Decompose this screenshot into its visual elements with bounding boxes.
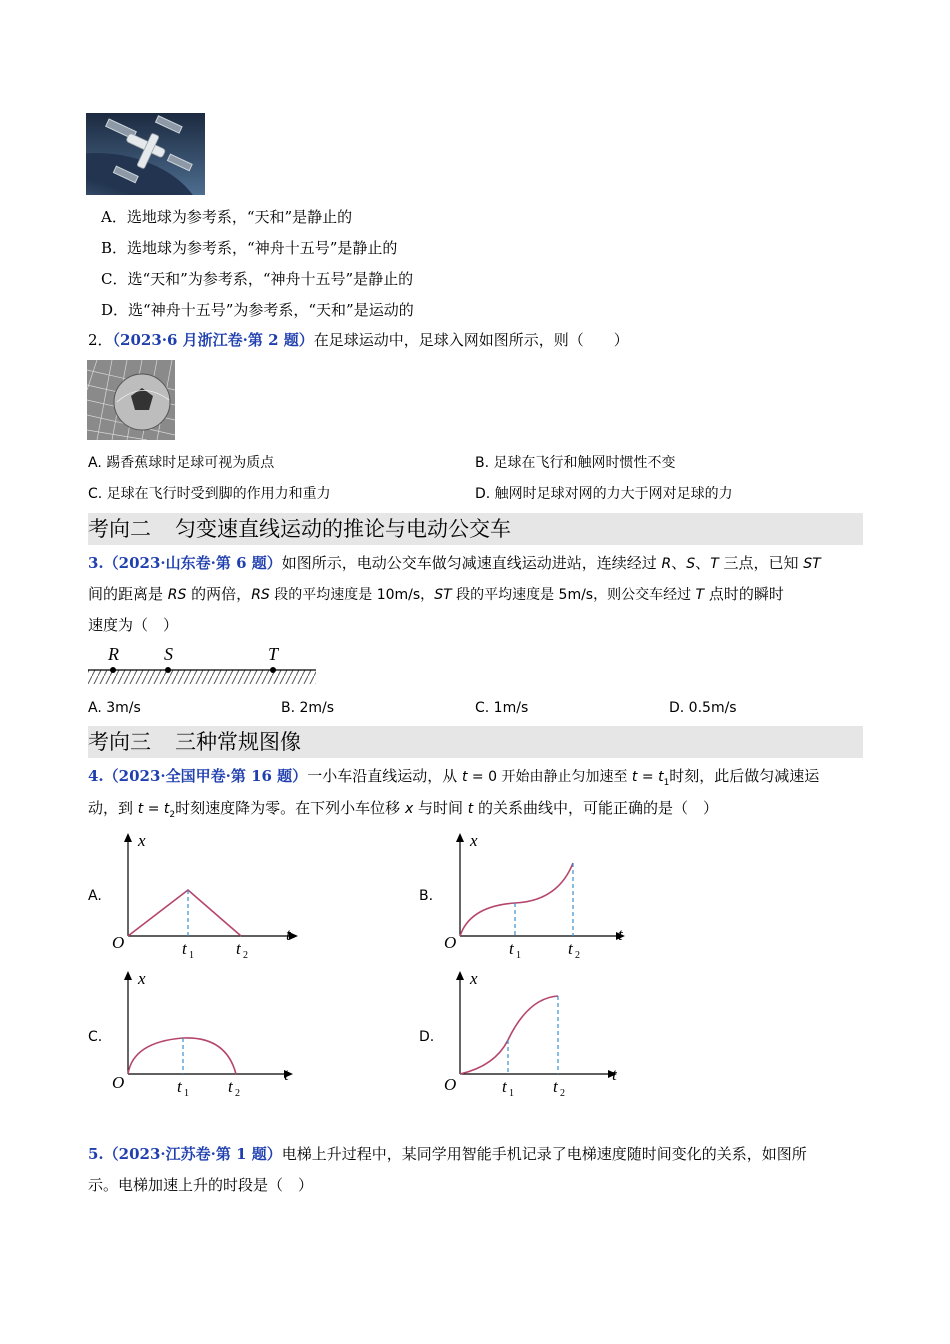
t2-sub: 2 [575, 950, 580, 961]
var-R: R [661, 556, 672, 572]
q3-text: 、 [671, 554, 687, 572]
q2-number: 2． [88, 331, 113, 349]
road-hatch [88, 670, 316, 684]
q4-stem-line1 [88, 766, 819, 793]
point-r [110, 667, 116, 673]
axis-t-label: t [618, 925, 623, 944]
axis-x-label: x [138, 831, 146, 850]
section-heading-2-title: 匀变速直线运动的推论与电动公交车 [175, 517, 511, 541]
q2-option-a: A. 踢香蕉球时足球可视为质点 [88, 455, 275, 471]
q5-text: 电梯上升过程中，某同学用智能手机记录了电梯速度随时间变化的关系，如图所 [281, 1145, 807, 1163]
q4-source: （2023·全国甲卷·第 16 题） [103, 767, 308, 785]
q4-text: = [143, 801, 164, 817]
q3-text: 、 [695, 554, 711, 572]
var-t: t [467, 801, 474, 817]
q4-text: 与时间 [413, 799, 468, 817]
q4-text: = 0 开始由静止匀加速至 [467, 769, 632, 785]
q2-option-b: B. 足球在飞行和触网时惯性不变 [475, 455, 676, 471]
q4-number: 4. [88, 767, 104, 785]
graph-option-d-label: D. [419, 1029, 435, 1045]
q3-stem-line2 [88, 584, 784, 605]
q2-stem [88, 330, 629, 350]
q3-stem-line3: 速度为（ ） [88, 616, 179, 634]
x-axis-arrow-icon [456, 971, 464, 980]
q5-stem-line2: 示。电梯加速上升的时段是（ ） [88, 1176, 314, 1194]
q4-text: 一小车沿直线运动，从 [307, 767, 462, 785]
q3-text: 段的平均速度是 10m/s， [269, 587, 435, 603]
t2-label: t [568, 939, 573, 958]
graph-option-a-label: A. [88, 888, 102, 904]
origin-label: O [444, 933, 457, 952]
origin-label: O [444, 1075, 457, 1094]
q2-option-c: C. 足球在飞行时受到脚的作用力和重力 [88, 486, 331, 502]
sub-1: 1 [663, 778, 670, 788]
q4-stem-line2 [88, 798, 718, 825]
graph-c [108, 966, 308, 1105]
origin-label: O [112, 1073, 125, 1092]
t2-sub: 2 [560, 1088, 565, 1099]
road-figure [86, 640, 318, 690]
t1-label: t [509, 939, 514, 958]
q3-text: 如图所示，电动公交车做匀减速直线运动进站，连续经过 [281, 554, 662, 572]
q5-source: （2023·江苏卷·第 1 题） [103, 1145, 282, 1163]
t2-sub: 2 [243, 950, 248, 961]
var-t: t [137, 801, 144, 817]
curve [128, 1038, 236, 1074]
label-s: S [164, 644, 173, 664]
curve [128, 890, 241, 936]
q5-number: 5. [88, 1145, 104, 1163]
origin-label: O [112, 933, 125, 952]
var-RS: RS [251, 587, 270, 603]
q3-option-a: A. 3m/s [88, 700, 141, 716]
q3-text: 三点，已知 [718, 554, 804, 572]
q5-stem-line1 [88, 1144, 807, 1164]
axis-x-label: x [470, 831, 478, 850]
axis-t-label: t [284, 1065, 289, 1084]
q3-text: 间的距离是 [88, 585, 168, 603]
q4-text: 时刻速度降为零。在下列小车位移 [175, 799, 405, 817]
q3-option-b: B. 2m/s [281, 700, 335, 716]
q2-source: （2023·6 月浙江卷·第 2 题） [112, 331, 314, 349]
graph-d [440, 966, 640, 1105]
t2-label: t [228, 1077, 233, 1096]
section-heading-3-title: 三种常规图像 [175, 730, 301, 754]
q3-source: （2023·山东卷·第 6 题） [103, 554, 282, 572]
var-t2: t [163, 801, 170, 817]
var-ST: ST [803, 556, 821, 572]
point-s [165, 667, 171, 673]
t1-sub: 1 [184, 1088, 189, 1099]
var-T: T [710, 556, 719, 572]
point-t [270, 667, 276, 673]
q2-stem-text: 在足球运动中，足球入网如图所示，则（ ） [313, 331, 629, 349]
section-heading-3 [88, 726, 863, 758]
q3-text: 点时的瞬时 [704, 585, 784, 603]
curve [460, 996, 558, 1074]
q4-text: 的关系曲线中，可能正确的是（ ） [473, 799, 719, 817]
var-t: t [631, 769, 638, 785]
section-heading-2 [88, 513, 863, 545]
t1-label: t [502, 1077, 507, 1096]
q3-option-d: D. 0.5m/s [669, 700, 737, 716]
axis-t-label: t [286, 925, 291, 944]
q4-text: 动，到 [88, 799, 138, 817]
curve [460, 863, 573, 936]
graph-b [440, 828, 640, 967]
t1-label: t [177, 1077, 182, 1096]
q4-text: 时刻，此后做匀减速运 [669, 767, 820, 785]
sub-2: 2 [169, 810, 176, 820]
section-heading-3-label: 考向三 [88, 730, 151, 754]
t2-label: t [236, 939, 241, 958]
var-T: T [695, 587, 705, 603]
t1-sub: 1 [189, 950, 194, 961]
axis-x-label: x [470, 969, 478, 988]
axis-x-label: x [138, 969, 146, 988]
var-ST: ST [434, 587, 452, 603]
q1-option-a: A．选地球为参考系，“天和”是静止的 [101, 208, 353, 226]
x-axis-arrow-icon [124, 833, 132, 842]
space-station-image [86, 113, 205, 195]
q4-text: = [637, 769, 659, 785]
q3-option-c: C. 1m/s [475, 700, 529, 716]
q3-number: 3. [88, 554, 104, 572]
axis-t-label: t [612, 1065, 617, 1084]
section-heading-2-label: 考向二 [88, 517, 151, 541]
var-S: S [686, 556, 696, 572]
q3-stem-line1 [88, 553, 821, 574]
q1-option-d: D．选“神舟十五号”为参考系，“天和”是运动的 [101, 301, 414, 319]
var-x: x [404, 801, 414, 817]
graph-option-b-label: B. [419, 888, 434, 904]
t1-sub: 1 [509, 1088, 514, 1099]
football-net-image [87, 360, 175, 440]
x-axis-arrow-icon [456, 833, 464, 842]
graph-a [108, 828, 308, 967]
var-t: t [461, 769, 468, 785]
var-t1: t [658, 769, 664, 785]
t2-label: t [553, 1077, 558, 1096]
q1-option-c: C．选“天和”为参考系，“神舟十五号”是静止的 [101, 270, 414, 288]
label-r: R [108, 644, 119, 664]
var-RS: RS [167, 587, 187, 603]
t1-label: t [182, 939, 187, 958]
t2-sub: 2 [235, 1088, 240, 1099]
t1-sub: 1 [516, 950, 521, 961]
x-axis-arrow-icon [124, 971, 132, 980]
q3-text: 段的平均速度是 5m/s，则公交车经过 [451, 587, 696, 603]
label-t: T [268, 644, 279, 664]
q3-text: 的两倍， [186, 585, 252, 603]
q1-option-b: B．选地球为参考系，“神舟十五号”是静止的 [101, 239, 398, 257]
q2-option-d: D. 触网时足球对网的力大于网对足球的力 [475, 486, 733, 502]
graph-option-c-label: C. [88, 1029, 103, 1045]
